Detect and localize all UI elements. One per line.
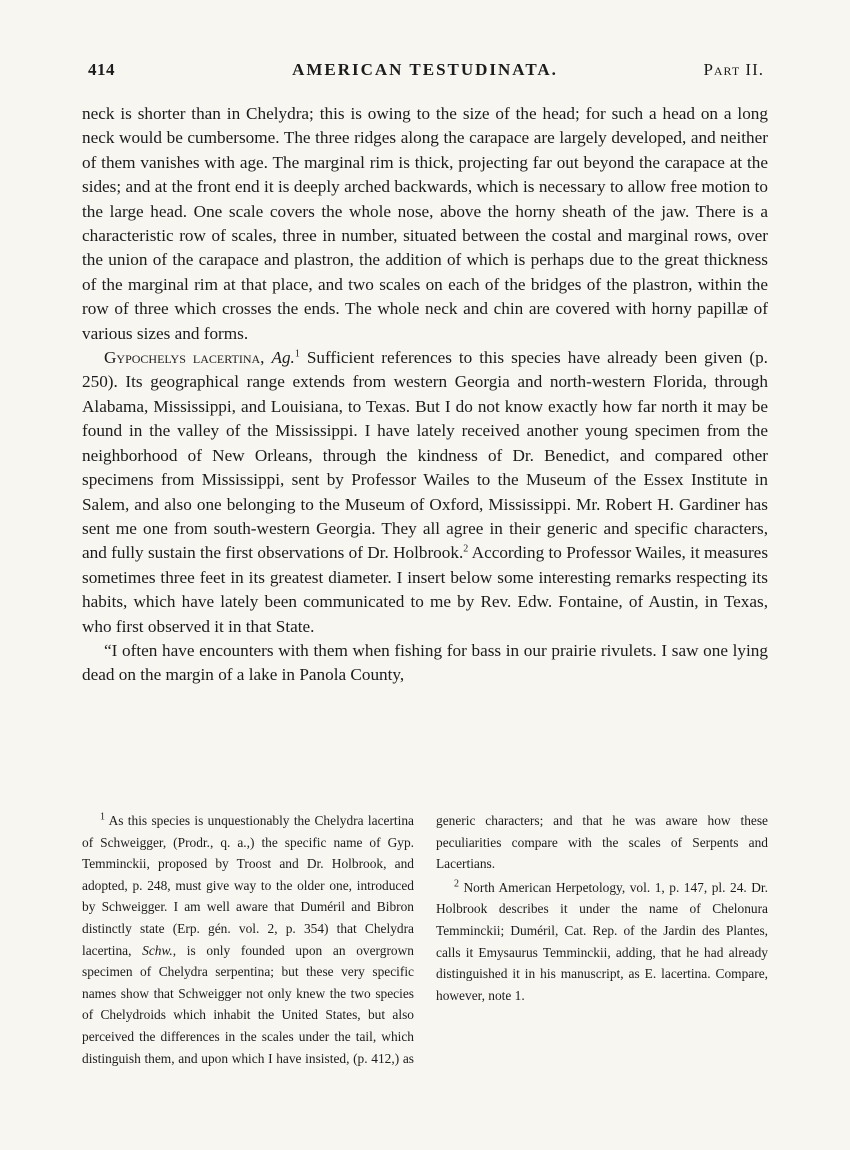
footnote-1-text-b: , is only founded upon an overgrown specimen of Chelydra serpentina; but these very specific names show that Schweigger not only knew the two species of Chelydroids which inhabit the United States, but also perceived the differences in the scales under the tail, which distinguish them, and upon which I have insisted, (p. 412,) as xyxy=(82,942,414,1066)
footnote-column-right xyxy=(436,810,768,1069)
species-name: Gypochelys lacertina, xyxy=(104,348,265,368)
paragraph-text-b: According to Professor Wailes, it measures sometimes three feet in its greatest diameter. I insert below some interesting remarks respecting its habits, which have lately been communicated to me by Rev. Edw. Fontaine, of Austin, in Texas, who first observed it in that State. xyxy=(82,543,769,636)
running-title: AMERICAN TESTUDINATA. xyxy=(292,60,558,79)
paragraph-quotation: “I often have encounters with them when fishing for bass in our prairie rivulets. I saw one lying dead on the margin of a lake in Panola County, xyxy=(82,640,768,685)
page-number: 414 xyxy=(88,60,115,79)
paragraph-gypochelys xyxy=(82,346,768,639)
footnote-1-text-a: As this species is unquestionably the Chelydra lacertina of Schweigger, (Prodr., q. a.,) the specific name of Gyp. Temminckii, proposed by Troost and Dr. Holbrook, and adopted, p. 248, must give way to the older one, introduced by Schweigger. I am well aware that Duméril and Bibron distinctly state (Erp. gén. vol. 2, p. 354) that Chelydra lacertina, xyxy=(82,813,414,958)
main-text xyxy=(82,102,768,688)
paragraph-continued: neck is shorter than in Chelydra; this is owing to the size of the head; for such a head on a long neck would be cumbersome. The three ridges along the carapace are largely developed, and neither of them vanishes with age. The marginal rim is thick, projecting far out beyond the carapace at the sides; and at the front end it is deeply arched backwards, which is necessary to allow free motion to the large head. One scale covers the whole nose, above the horny sheath of the jaw. There is a characteristic row of scales, three in number, situated between the costal and marginal rows, over the union of the carapace and plastron, the addition of which is perhaps due to the great thickness of the marginal rim at that place, and two scales on each of the bridges of the plastron, within the row of three which crosses the ends. The whole neck and chin are covered with horny papillæ of various sizes and forms. xyxy=(82,104,768,343)
footnote-mark-1: 1 xyxy=(100,811,105,823)
footnote-mark-2: 2 xyxy=(454,878,459,890)
footnote-1-abbrev: Schw. xyxy=(142,942,173,958)
footnotes xyxy=(82,810,768,1069)
footnote-1 xyxy=(82,810,414,1069)
footnote-ref-1[interactable]: 1 xyxy=(294,348,300,360)
part-label: Part II. xyxy=(703,60,764,79)
paragraph-text-a: Sufficient references to this species have already been given (p. 250). Its geographical range extends from western Georgia and north-western Florida, through Alabama, Mississippi, and Louisiana, to Texas. But I do not know exactly how far north it may be found in the valley of the Mississippi. I have lately received another young specimen from the neighborhood of New Orleans, through the kindness of Dr. Benedict, and compared other specimens from Mississippi, sent by Professor Wailes to the Museum of the Essex Institute in Salem, and also one belonging to the Museum of Oxford, Mississippi. Mr. Robert H. Gardiner has sent me one from south-western Georgia. They all agree in their generic and specific characters, and fully sustain the first observations of Dr. Holbrook. xyxy=(82,348,768,563)
footnote-ref-2[interactable]: 2 xyxy=(463,543,469,555)
running-header xyxy=(82,56,768,86)
footnote-column-left xyxy=(82,810,414,1069)
footnote-1-continued: generic characters; and that he was aware how these peculiarities compare with the scales of Serpents and Lacertians. xyxy=(436,813,768,872)
footnote-2 xyxy=(436,877,768,1007)
footnote-2-text: North American Herpetology, vol. 1, p. 147, pl. 24. Dr. Holbrook describes it under the name of Chelonura Temminckii; Duméril, Cat. Rep. of the Jardin des Plantes, calls it Emysaurus Temminckii, adding, that he had already distinguished it in his manuscript, as E. lacertina. Compare, however, note 1. xyxy=(436,879,768,1003)
species-author: Ag. xyxy=(271,348,295,368)
